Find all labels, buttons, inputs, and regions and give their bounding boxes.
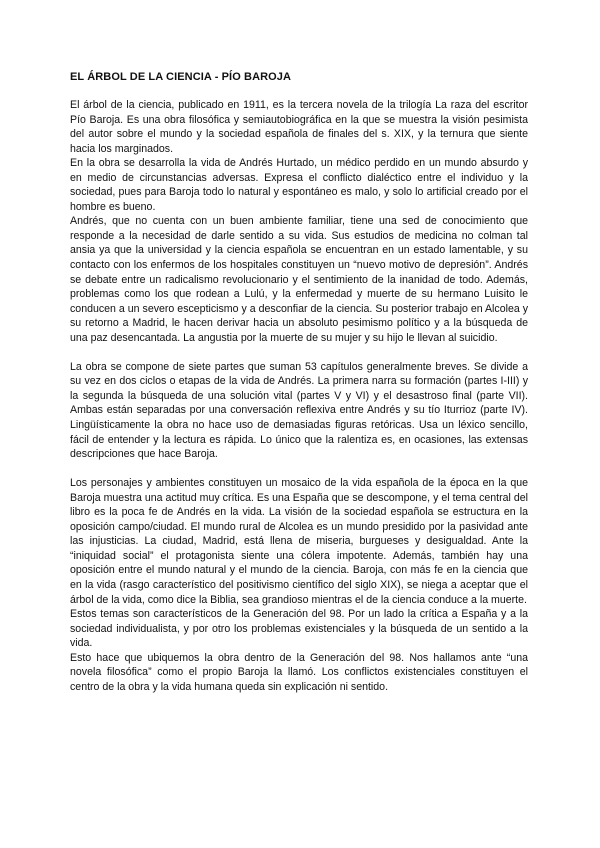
paragraph-structure: La obra se compone de siete partes que suman 53 capítulos generalmente breves. Se divide a su vez en dos ciclos o etapas de la vida de Andrés. La primera narra su formación (partes I-III) y la segunda la búsqueda de una solución vital (partes V y VI) y el desastroso final (parte VII). Ambas están separadas por una conversación reflexiva entre Andrés y su tío Iturrioz (parte IV). Lingüísticamente la obra no hace uso de demasiadas figuras retóricas. Usa un léxico sencillo, fácil de entender y la lectura es rápida. Lo único que la ralentiza es, en ocasiones, las extensas descripciones que hace Baroja. xyxy=(70,360,528,461)
paragraph-andres: Andrés, que no cuenta con un buen ambiente familiar, tiene una sed de conocimiento que responde a la necesidad de darle sentido a su vida. Sus estudios de medicina no colman tal ansia ya que la universidad y la ciencia española se encuentran en un estado lamentable, y su contacto con los enfermos de los hospitales constituyen un “nuevo motivo de depresión”. Andrés se debate entre un radicalismo revolucionario y el sentimiento de la inanidad de todo. Además, problemas como los que rodean a Lulú, y la enfermedad y muerte de su hermano Luisito le conducen a un severo escepticismo y a desconfiar de la ciencia. Su posterior trabajo en Alcolea y su retorno a Madrid, le hacen derivar hacia un absoluto pesimismo político y a la búsqueda de una paz desencantada. La angustia por la muerte de su mujer y su hijo le llevan al suicidio. xyxy=(70,215,528,344)
paragraph-themes: Estos temas son característicos de la Generación del 98. Por un lado la crítica a España y a la sociedad individualista, y por otro los problemas existenciales y la búsqueda de un sentido a la vida. xyxy=(70,608,528,650)
paragraph-intro: El árbol de la ciencia, publicado en 1911, es la tercera novela de la trilogía La raza del escritor Pío Baroja. Es una obra filosófica y semiautobiográfica en la que se muestra la visión pesimista del autor sobre el mundo y la sociedad española de finales del s. XIX, y la ternura que siente hacia los marginados. xyxy=(70,99,528,155)
paragraph-characters: Los personajes y ambientes constituyen un mosaico de la vida española de la época en la que Baroja muestra una actitud muy crítica. Es una España que se descompone, y el tema central del libro es la poca fe de Andrés en la vida. La visión de la sociedad española se estructura en la oposición campo/ciudad. El mundo rural de Alcolea es un mundo presidido por la pasividad ante las injusticias. La ciudad, Madrid, está llena de miseria, burgueses y desigualdad. Ante la “iniquidad social” el protagonista siente una cólera impotente. Además, también hay una oposición entre el mundo natural y el mundo de la ciencia. Baroja, con más fe en la ciencia que en la vida (rasgo característico del positivismo científico del siglo XIX), se niega a aceptar que el árbol de la vida, como dice la Biblia, sea grandioso mientras el de la ciencia conduce a la muerte. xyxy=(70,477,528,606)
document-page xyxy=(70,70,528,694)
paragraph-gap xyxy=(70,345,528,360)
paragraph-plot: En la obra se desarrolla la vida de Andrés Hurtado, un médico perdido en un mundo absurdo y en medio de circunstancias adversas. Expresa el conflicto dialéctico entre el individuo y la sociedad, pues para Baroja todo lo natural y espontáneo es malo, y solo lo artificial creado por el hombre es bueno. xyxy=(70,157,528,213)
document-title: EL ÁRBOL DE LA CIENCIA - PÍO BAROJA xyxy=(70,71,292,83)
paragraph-gap xyxy=(70,462,528,477)
paragraph-conclusion: Esto hace que ubiquemos la obra dentro de la Generación del 98. Nos hallamos ante “una novela filosófica” como el propio Baroja la llamó. Los conflictos existenciales constituyen el centro de la obra y la vida humana queda sin explicación ni sentido. xyxy=(70,651,528,693)
